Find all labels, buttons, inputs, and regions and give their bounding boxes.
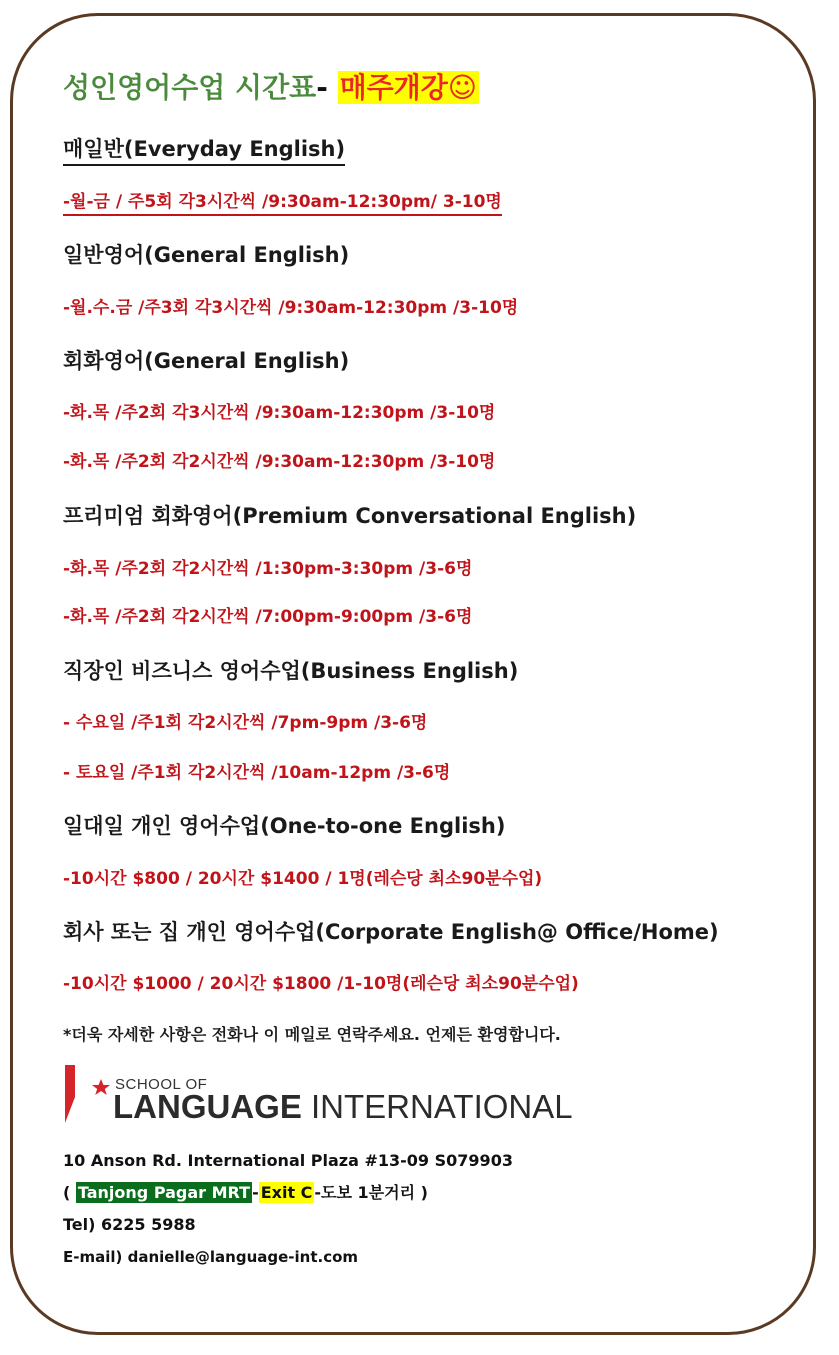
logo-name [113, 1088, 573, 1126]
school-logo [63, 1063, 583, 1135]
email-link[interactable]: E-mail) danielle@language-int.com [63, 1248, 359, 1266]
logo-rest-text: INTERNATIONAL [301, 1088, 573, 1125]
mrt-badge: Tanjong Pagar MRT [77, 1183, 251, 1202]
section-heading-corporate: 회사 또는 집 개인 영어수업(Corporate English@ Office/Home) [63, 920, 719, 944]
directions [63, 1181, 428, 1205]
title-highlight-text: 매주개강 [339, 71, 448, 104]
schedule-item: -화.목 /주2회 각2시간씩 /7:00pm-9:00pm /3-6명 [63, 607, 473, 627]
smiley-icon: ☺ [447, 71, 477, 104]
schedule-item: - 토요일 /주1회 각2시간씩 /10am-12pm /3-6명 [63, 763, 451, 783]
logo-small-text: SCHOOL OF [115, 1076, 208, 1093]
section-heading-premium: 프리미엄 회화영어(Premium Conversational English) [63, 504, 637, 528]
title-main: 성인영어수업 시간표 [63, 71, 317, 104]
page-title [63, 70, 479, 106]
directions-open: ( [63, 1183, 76, 1202]
schedule-item: -화.목 /주2회 각3시간씩 /9:30am-12:30pm /3-10명 [63, 403, 496, 423]
section-heading-conversation: 회화영어(General English) [63, 349, 350, 373]
title-dash: - [316, 71, 328, 104]
section-heading-everyday: 매일반(Everyday English) [63, 135, 345, 166]
schedule-item: -화.목 /주2회 각2시간씩 /1:30pm-3:30pm /3-6명 [63, 559, 473, 579]
schedule-item: -월.수.금 /주3회 각3시간씩 /9:30am-12:30pm /3-10명 [63, 298, 519, 318]
schedule-item: - 수요일 /주1회 각2시간씩 /7pm-9pm /3-6명 [63, 713, 428, 733]
schedule-item: -월-금 / 주5회 각3시간씩 /9:30am-12:30pm/ 3-10명 [63, 190, 502, 216]
section-heading-one-to-one: 일대일 개인 영어수업(One-to-one English) [63, 814, 506, 838]
title-highlight [338, 71, 479, 104]
contact-note: *더욱 자세한 사항은 전화나 이 메일로 연락주세요. 언제든 환영합니다. [63, 1025, 561, 1044]
walk-text: -도보 1분거리 ) [314, 1183, 428, 1202]
price-item: -10시간 $800 / 20시간 $1400 / 1명(레슨당 최소90분수업) [63, 869, 543, 889]
section-heading-general: 일반영어(General English) [63, 243, 350, 267]
address: 10 Anson Rd. International Plaza #13-09 S079903 [63, 1151, 513, 1170]
exit-badge: Exit C [260, 1183, 313, 1202]
directions-sep: - [252, 1183, 259, 1202]
section-heading-business: 직장인 비즈니스 영어수업(Business English) [63, 659, 519, 683]
logo-bold-text: LANGUAGE [113, 1088, 302, 1125]
price-item: -10시간 $1000 / 20시간 $1800 /1-10명(레슨당 최소90분수업) [63, 974, 579, 994]
schedule-item: -화.목 /주2회 각2시간씩 /9:30am-12:30pm /3-10명 [63, 452, 496, 472]
phone: Tel) 6225 5988 [63, 1215, 196, 1234]
